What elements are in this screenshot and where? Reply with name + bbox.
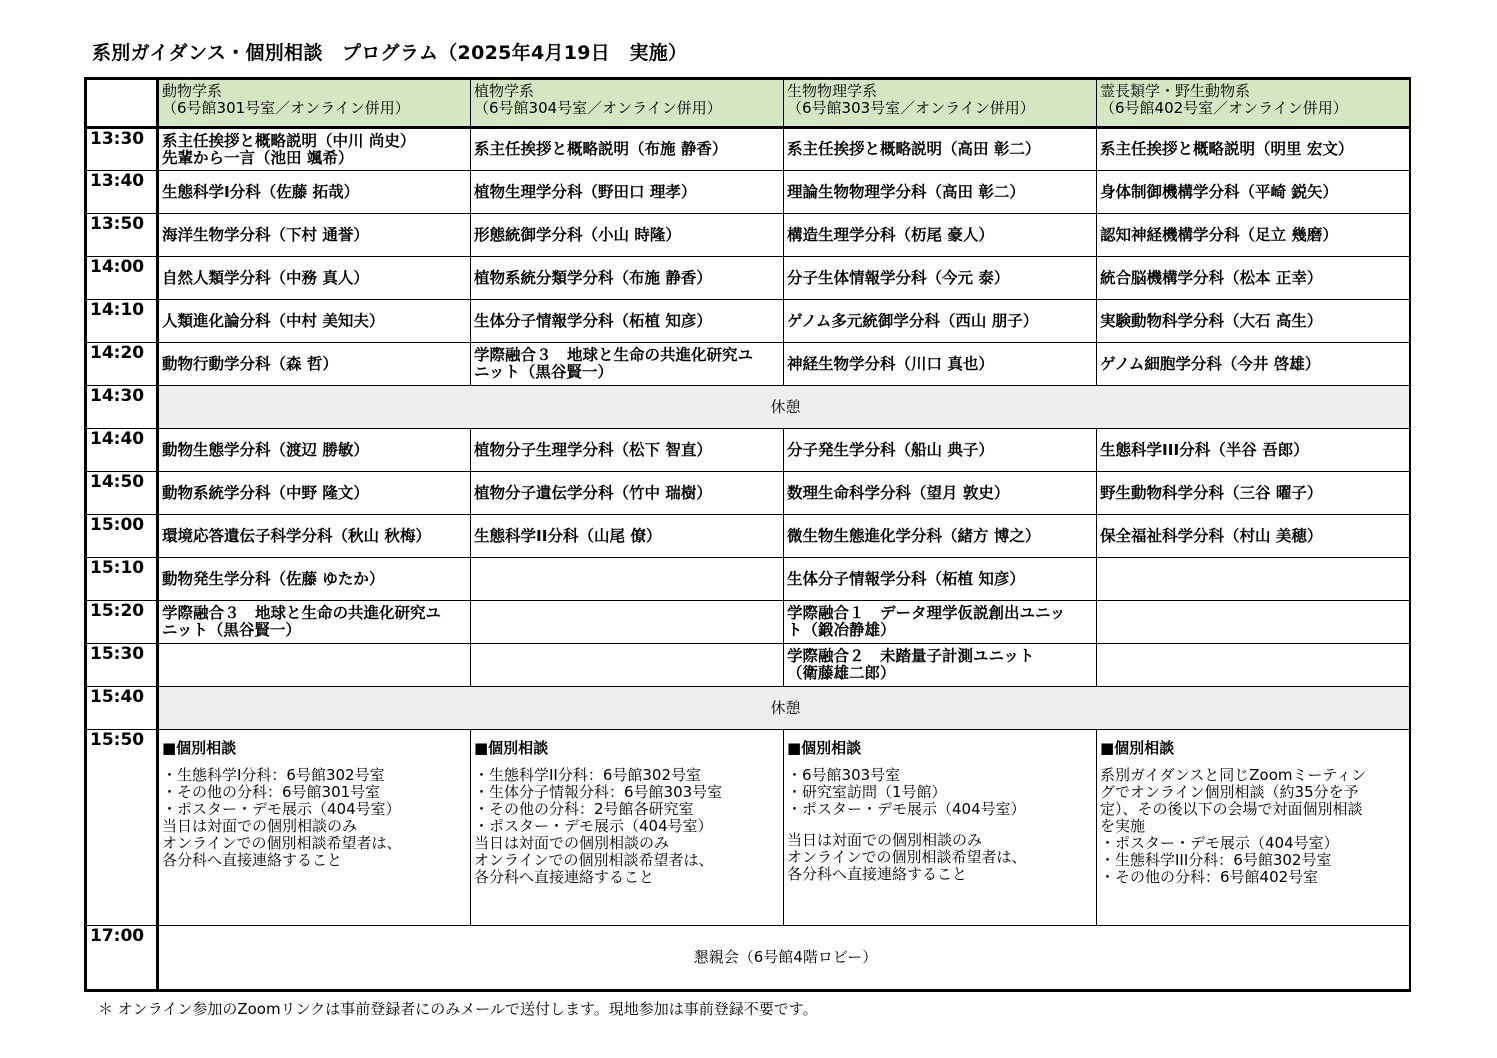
session-cell — [1097, 257, 1410, 300]
session-line: 動物生態学分科（渡辺 勝敏） — [162, 440, 369, 459]
session-cell — [784, 343, 1097, 386]
consultation-line: ・生態科学III分科：6号館302号室 — [1100, 851, 1332, 869]
header-row — [87, 80, 1410, 128]
session-line: 統合脳機構学分科（松本 正幸） — [1100, 268, 1323, 287]
consultation-line — [787, 818, 1096, 832]
session-cell — [1097, 343, 1410, 386]
session-line: 自然人類学分科（中務 真人） — [162, 268, 369, 287]
session-cell — [158, 128, 471, 171]
program-table — [86, 79, 1410, 990]
consultation-line: 当日は対面での個別相談のみ — [162, 817, 358, 835]
consultation-cell — [784, 730, 1097, 926]
session-line: 生態科学III分科（半谷 吾郎） — [1100, 440, 1309, 459]
table-row — [87, 300, 1410, 343]
consultation-line: ・その他の分科：6号館402号室 — [1100, 868, 1319, 886]
session-line: 神経生物学分科（川口 真也） — [787, 354, 994, 373]
table-row — [87, 515, 1410, 558]
session-line: 野生動物科学分科（三谷 曜子） — [1100, 483, 1323, 502]
column-header — [471, 80, 784, 128]
time-slot: 15:30 — [87, 644, 158, 687]
session-cell — [158, 644, 471, 687]
session-line: ニット（黒谷賢一） — [162, 621, 301, 639]
consultation-line: ・その他の分科：6号館301号室 — [162, 783, 381, 801]
page-title: 系別ガイダンス・個別相談 プログラム（2025年4月19日 実施） — [92, 42, 688, 64]
session-cell — [158, 343, 471, 386]
session-cell — [784, 429, 1097, 472]
session-line: 形態統御学分科（小山 時隆） — [474, 225, 681, 244]
time-slot: 14:20 — [87, 343, 158, 386]
column-header — [1097, 80, 1410, 128]
consultation-line: オンラインでの個別相談希望者は、 — [162, 834, 402, 852]
consultation-line: ・6号館303号室 — [787, 766, 901, 784]
session-line: 植物系統分類学分科（布施 静香） — [474, 268, 712, 287]
table-row — [87, 343, 1410, 386]
session-line: 学際融合３ 地球と生命の共進化研究ユ — [474, 346, 754, 364]
session-line: 植物分子生理学分科（松下 智直） — [474, 440, 712, 459]
session-line: 保全福祉科学分科（村山 美穂） — [1100, 526, 1323, 545]
time-slot: 15:50 — [87, 730, 158, 926]
time-slot: 14:00 — [87, 257, 158, 300]
session-cell — [1097, 429, 1410, 472]
session-cell — [471, 601, 784, 644]
session-line: ト（鍛冶静雄） — [787, 621, 896, 639]
consultation-heading: ■個別相談 — [1100, 739, 1175, 757]
consultation-line: ・ポスター・デモ展示（404号室） — [787, 800, 1026, 818]
time-slot: 15:10 — [87, 558, 158, 601]
column-room: （6号館301号室／オンライン併用） — [162, 99, 410, 117]
consultation-line: 当日は対面での個別相談のみ — [474, 834, 670, 852]
time-slot: 13:30 — [87, 128, 158, 171]
consultation-line: を実施 — [1100, 817, 1146, 835]
table-row — [87, 257, 1410, 300]
session-line: 学際融合３ 地球と生命の共進化研究ユ — [162, 604, 442, 622]
consultation-heading: ■個別相談 — [787, 739, 862, 757]
break-row — [87, 386, 1410, 429]
column-room: （6号館402号室／オンライン併用） — [1100, 99, 1348, 117]
time-slot: 14:50 — [87, 472, 158, 515]
session-cell — [158, 429, 471, 472]
table-row — [87, 601, 1410, 644]
session-line: 生態科学II分科（山尾 僚） — [474, 526, 662, 545]
time-slot: 13:40 — [87, 171, 158, 214]
consultation-heading: ■個別相談 — [474, 739, 549, 757]
session-line: 系主任挨拶と概略説明（布施 静香） — [474, 140, 728, 158]
session-line: 生体分子情報学分科（柘植 知彦） — [474, 311, 712, 330]
consultation-line: オンラインでの個別相談希望者は、 — [474, 851, 714, 869]
session-cell — [1097, 128, 1410, 171]
session-cell — [1097, 472, 1410, 515]
consultation-row — [87, 730, 1410, 926]
session-line: 生態科学I分科（佐藤 拓哉） — [162, 182, 360, 201]
session-cell — [471, 429, 784, 472]
session-line: 分子生体情報学分科（今元 泰） — [787, 268, 1010, 287]
session-cell — [471, 128, 784, 171]
session-cell — [784, 257, 1097, 300]
column-header — [784, 80, 1097, 128]
session-line: 人類進化論分科（中村 美知夫） — [162, 311, 385, 330]
session-cell — [784, 300, 1097, 343]
session-cell — [1097, 214, 1410, 257]
session-line: 植物生理学分科（野田口 理孝） — [474, 182, 697, 201]
session-cell — [471, 171, 784, 214]
table-row — [87, 214, 1410, 257]
time-slot: 15:20 — [87, 601, 158, 644]
session-line: 動物発生学分科（佐藤 ゆたか） — [162, 569, 385, 588]
session-line: 理論生物物理学分科（高田 彰二） — [787, 182, 1025, 201]
consultation-cell — [471, 730, 784, 926]
session-line: 数理生命科学分科（望月 敦史） — [787, 483, 1010, 502]
corner-cell — [87, 80, 158, 128]
consultation-line: ・ポスター・デモ展示（404号室） — [162, 800, 401, 818]
session-cell — [1097, 171, 1410, 214]
break-cell: 休憩 — [158, 687, 1410, 730]
session-cell — [784, 558, 1097, 601]
session-cell — [158, 558, 471, 601]
consultation-line: ・ポスター・デモ展示（404号室） — [1100, 834, 1339, 852]
session-line: ニット（黒谷賢一） — [474, 363, 613, 381]
consultation-line: オンラインでの個別相談希望者は、 — [787, 848, 1027, 866]
session-line: （衛藤雄二郎） — [787, 664, 896, 682]
session-cell — [471, 257, 784, 300]
session-cell — [158, 214, 471, 257]
session-line: 実験動物科学分科（大石 高生） — [1100, 311, 1323, 330]
session-line: 環境応答遺伝子科学分科（秋山 秋梅） — [162, 526, 431, 545]
session-cell — [784, 214, 1097, 257]
session-cell — [158, 300, 471, 343]
session-line: 動物系統学分科（中野 隆文） — [162, 483, 369, 502]
session-line: 系主任挨拶と概略説明（中川 尚史） — [162, 131, 416, 150]
time-slot: 17:00 — [87, 926, 158, 990]
session-line: ゲノム細胞学分科（今井 啓雄） — [1100, 354, 1321, 373]
session-line: 分子発生学分科（船山 典子） — [787, 440, 994, 459]
column-name: 動物学系 — [162, 82, 223, 100]
session-cell — [158, 472, 471, 515]
table-row — [87, 171, 1410, 214]
session-line: 学際融合１ データ理学仮説創出ユニッ — [787, 604, 1066, 622]
session-cell — [471, 214, 784, 257]
consultation-line: 定）、その後以下の会場で対面個別相談 — [1100, 800, 1363, 818]
session-line: 構造生理学分科（杤尾 豪人） — [787, 225, 994, 244]
session-cell — [471, 644, 784, 687]
consultation-line: 系別ガイダンスと同じZoomミーティン — [1100, 766, 1367, 784]
session-cell — [784, 128, 1097, 171]
table-row — [87, 128, 1410, 171]
session-cell — [158, 171, 471, 214]
session-cell — [471, 558, 784, 601]
session-cell — [158, 257, 471, 300]
column-name: 霊長類学・野生動物系 — [1100, 82, 1251, 100]
consultation-line: ・生体分子情報分科：6号館303号室 — [474, 783, 723, 801]
time-slot: 15:40 — [87, 687, 158, 730]
time-slot: 13:50 — [87, 214, 158, 257]
session-cell — [158, 515, 471, 558]
session-cell — [158, 601, 471, 644]
session-cell — [784, 515, 1097, 558]
column-room: （6号館304号室／オンライン併用） — [474, 99, 722, 117]
consultation-line: ・生態科学II分科：6号館302号室 — [474, 766, 702, 784]
column-room: （6号館303号室／オンライン併用） — [787, 99, 1035, 117]
consultation-line: 各分科へ直接連絡すること — [474, 868, 655, 886]
time-slot: 14:10 — [87, 300, 158, 343]
session-cell — [784, 644, 1097, 687]
time-slot: 14:40 — [87, 429, 158, 472]
session-cell — [1097, 300, 1410, 343]
time-slot: 14:30 — [87, 386, 158, 429]
session-cell — [1097, 515, 1410, 558]
session-cell — [784, 601, 1097, 644]
consultation-heading: ■個別相談 — [162, 739, 237, 757]
session-cell — [471, 343, 784, 386]
consultation-line: ・ポスター・デモ展示（404号室） — [474, 817, 713, 835]
break-row — [87, 687, 1410, 730]
session-line: 微生物生態進化学分科（緒方 博之） — [787, 526, 1041, 545]
session-line: 先輩から一言（池田 颯希） — [162, 148, 354, 167]
session-cell — [1097, 558, 1410, 601]
consultation-line: グでオンライン個別相談（約35分を予 — [1100, 783, 1359, 801]
party-cell: 懇親会（6号館4階ロビー） — [158, 926, 1410, 990]
session-cell — [1097, 601, 1410, 644]
session-line: 認知神経機構学分科（足立 幾磨） — [1100, 225, 1338, 244]
table-row — [87, 429, 1410, 472]
session-line: 植物分子遺伝学分科（竹中 瑞樹） — [474, 483, 712, 502]
consultation-line: ・その他の分科：2号館各研究室 — [474, 800, 694, 818]
session-cell — [784, 472, 1097, 515]
footnote: ＊ オンライン参加のZoomリンクは事前登録者にのみメールで送付します。現地参加は事前登録不要です。 — [98, 1000, 818, 1018]
party-row — [87, 926, 1410, 990]
break-cell: 休憩 — [158, 386, 1410, 429]
session-cell — [784, 171, 1097, 214]
session-line: 海洋生物学分科（下村 通誉） — [162, 225, 369, 244]
session-cell — [471, 300, 784, 343]
time-slot: 15:00 — [87, 515, 158, 558]
session-line: 生体分子情報学分科（柘植 知彦） — [787, 569, 1025, 588]
session-line: 系主任挨拶と概略説明（明里 宏文） — [1100, 140, 1354, 158]
session-line: 系主任挨拶と概略説明（高田 彰二） — [787, 140, 1041, 158]
consultation-line: 当日は対面での個別相談のみ — [787, 831, 983, 849]
consultation-line: 各分科へ直接連絡すること — [162, 851, 343, 869]
consultation-line: ・研究室訪問（1号館） — [787, 783, 947, 801]
session-cell — [1097, 644, 1410, 687]
session-line: 動物行動学分科（森 哲） — [162, 354, 338, 373]
consultation-cell — [158, 730, 471, 926]
consultation-line: 各分科へ直接連絡すること — [787, 865, 968, 883]
consultation-line: ・生態科学I分科：6号館302号室 — [162, 766, 385, 784]
session-line: ゲノム多元統御学分科（西山 朋子） — [787, 311, 1039, 330]
column-name: 植物学系 — [474, 82, 535, 100]
table-row — [87, 558, 1410, 601]
table-row — [87, 644, 1410, 687]
table-row — [87, 472, 1410, 515]
session-cell — [471, 472, 784, 515]
column-name: 生物物理学系 — [787, 82, 878, 100]
consultation-cell — [1097, 730, 1410, 926]
session-line: 身体制御機構学分科（平崎 鋭矢） — [1100, 182, 1338, 201]
session-cell — [471, 515, 784, 558]
column-header — [158, 80, 471, 128]
session-line: 学際融合２ 未踏量子計測ユニット — [787, 647, 1035, 665]
